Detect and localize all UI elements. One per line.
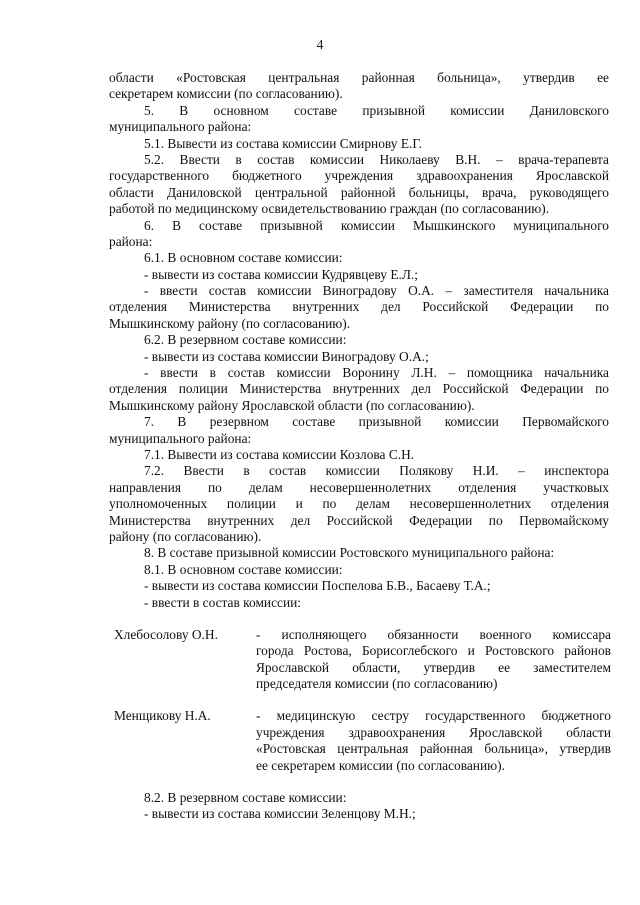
member-description-line: города Ростова, Борисоглебского и Ростовского районов (256, 643, 611, 659)
text-line: 8.2. В резервном составе комиссии: (144, 790, 347, 806)
member-description-line: ее секретарем комиссии (по согласованию). (256, 757, 505, 773)
member-description-line: «Ростовская центральная районная больница», утвердив (256, 741, 611, 757)
text-line: 5.1. Вывести из состава комиссии Смирнову Е.Г. (144, 135, 422, 151)
text-line: - ввести в состав комиссии Воронину Л.Н. – помощника начальника (144, 365, 609, 381)
member-description (256, 708, 611, 774)
text-line: 7.1. Вывести из состава комиссии Козлова С.Н. (144, 446, 415, 462)
text-block-top (109, 70, 609, 611)
document-body (109, 70, 609, 823)
member-name: Хлебосолову О.Н. (114, 626, 218, 642)
text-line: области Даниловской центральной районной больницы, врача, руководящего (109, 184, 609, 200)
text-line: 5. В основном составе призывной комиссии Даниловского (144, 102, 609, 118)
members-list (109, 627, 609, 774)
text-line: 6.2. В резервном составе комиссии: (144, 332, 347, 348)
text-line: 7.2. Ввести в состав комиссии Полякову Н.И. – инспектора (144, 463, 609, 479)
text-line: 5.2. Ввести в состав комиссии Николаеву В.Н. – врача-терапевта (144, 151, 609, 167)
text-line: - вывести из состава комиссии Поспелова Б.В., Басаеву Т.А.; (144, 578, 491, 594)
text-line: муниципального района: (109, 430, 252, 446)
text-line: Министерства внутренних дел Российской Федерации по Первомайскому (109, 512, 609, 528)
member-entry (109, 627, 609, 693)
member-name: Менщикову Н.А. (114, 708, 211, 724)
text-line: муниципального района: (109, 119, 252, 135)
text-line: - вывести из состава комиссии Виноградову О.А.; (144, 348, 429, 364)
text-line: - ввести в состав комиссии: (144, 594, 302, 610)
member-description-line: - исполняющего обязанности военного комиссара (256, 626, 611, 642)
text-line: отделения полиции Министерства внутренних дел Российской Федерации по (109, 381, 609, 397)
text-line: Мышкинскому району (по согласованию). (109, 315, 351, 331)
text-line: 6.1. В основном составе комиссии: (144, 250, 343, 266)
member-description-line: - медицинскую сестру государственного бюджетного (256, 708, 611, 724)
member-entry (109, 708, 609, 774)
text-line: уполномоченных полиции и по делам несовершеннолетних отделения (109, 496, 609, 512)
member-description (256, 627, 611, 693)
text-line: области «Ростовская центральная районная больница», утвердив ее (109, 70, 609, 85)
text-line: секретарем комиссии (по согласованию). (109, 86, 343, 102)
text-line: отделения Министерства внутренних дел Российской Федерации по (109, 299, 609, 315)
member-description-line: председателя комиссии (по согласованию) (256, 676, 498, 692)
text-line: государственного бюджетного учреждения здравоохранения Ярославской (109, 168, 609, 184)
text-line: 6. В составе призывной комиссии Мышкинского муниципального (144, 217, 609, 233)
text-line: работой по медицинскому освидетельствованию граждан (по согласованию). (109, 201, 550, 217)
page-number: 4 (316, 37, 324, 52)
text-line: району (по согласованию). (109, 528, 262, 544)
member-description-line: учреждения здравоохранения Ярославской области (256, 724, 611, 740)
text-line: Мышкинскому району Ярославской области (по согласованию). (109, 397, 475, 413)
text-block-bottom (109, 790, 609, 823)
text-line: направления по делам несовершеннолетних отделения участковых (109, 479, 609, 495)
text-line: района: (109, 233, 153, 249)
text-line: - вывести из состава комиссии Зеленцову М.Н.; (144, 806, 416, 822)
text-line: 7. В резервном составе призывной комиссии Первомайского (144, 414, 609, 430)
text-line: 8.1. В основном составе комиссии: (144, 561, 343, 577)
member-description-line: Ярославской области, утвердив ее заместителем (256, 659, 611, 675)
text-line: - вывести из состава комиссии Кудрявцеву Е.Л.; (144, 266, 419, 282)
text-line: - ввести состав комиссии Виноградову О.А. – заместителя начальника (144, 283, 609, 299)
text-line: 8. В составе призывной комиссии Ростовского муниципального района: (144, 545, 555, 561)
